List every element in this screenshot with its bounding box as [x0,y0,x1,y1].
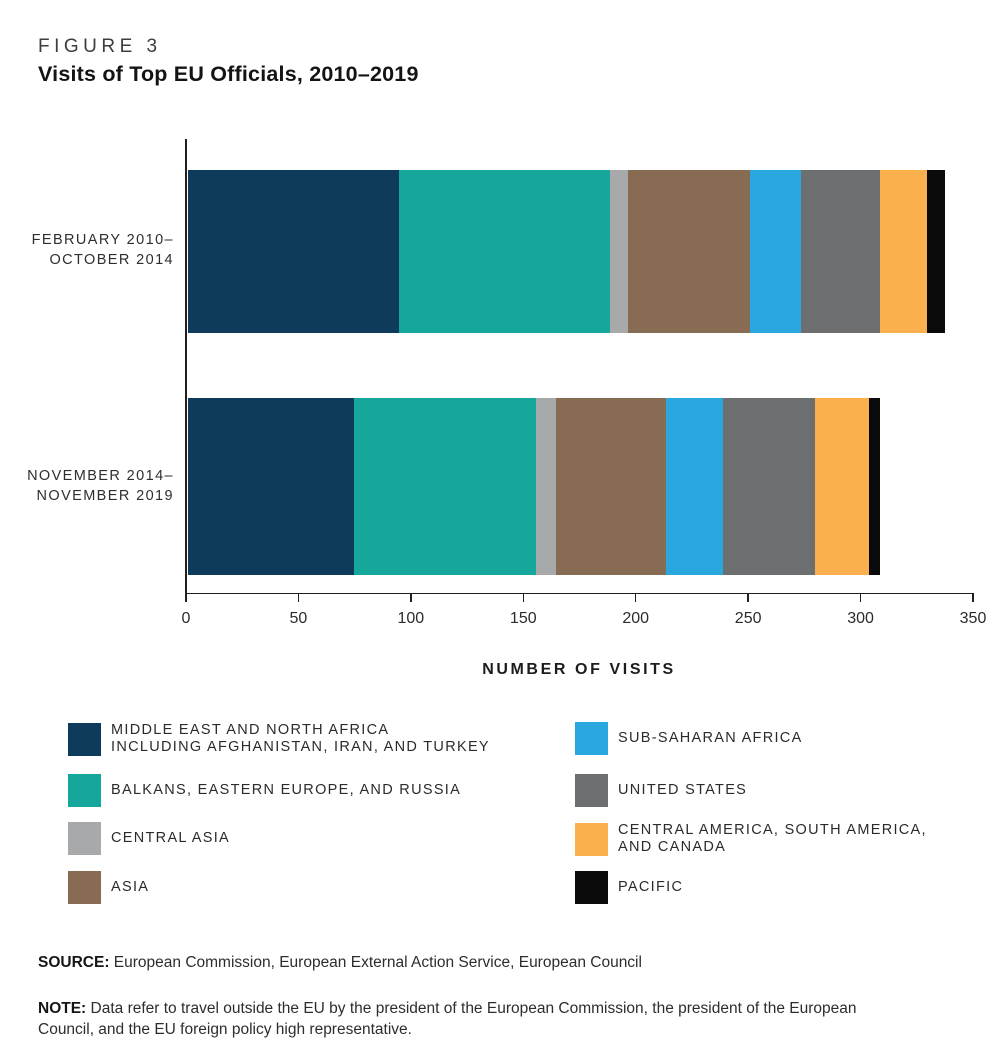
legend-swatch [68,822,101,855]
legend-swatch [575,722,608,755]
x-axis-tick-label: 300 [847,610,874,627]
source-label: SOURCE: [38,953,110,971]
x-axis-tick-label: 50 [289,610,308,627]
x-axis-title: NUMBER OF VISITS [482,661,676,678]
x-axis-tick [523,593,525,602]
legend-label: PACIFIC [618,879,684,895]
note-label: NOTE: [38,999,87,1017]
legend-item [575,871,683,904]
bar-segment [750,170,802,333]
bar-segment [869,398,880,575]
bar-segment [610,170,628,333]
x-axis-tick-label: 250 [734,610,762,627]
figure-label: FIGURE 3 [38,36,162,57]
x-axis-tick [410,593,412,602]
bar-segment [556,398,666,575]
x-axis-tick [635,593,637,602]
figure-title: Visits of Top EU Officials, 2010–2019 [38,62,419,86]
bar-row [188,398,881,575]
x-axis-tick-label: 200 [622,610,650,627]
x-axis-line [185,593,974,595]
legend-item [575,722,803,755]
bar-segment [801,170,880,333]
category-label: NOVEMBER 2014– NOVEMBER 2019 [27,468,174,504]
legend-label: ASIA [111,879,150,895]
x-axis-tick-label: 350 [959,610,987,627]
legend-item [68,774,461,807]
bar-segment [666,398,722,575]
legend-swatch [68,774,101,807]
bar-segment [880,170,927,333]
bar-row [188,170,946,333]
legend-label: CENTRAL ASIA [111,830,231,846]
bar-segment [927,170,945,333]
bar-segment [628,170,749,333]
x-axis-tick [298,593,300,602]
bar-segment [815,398,869,575]
x-axis-tick-label: 100 [397,610,425,627]
legend-label: MIDDLE EAST AND NORTH AFRICA INCLUDING AFGHANISTAN, IRAN, AND TURKEY [111,722,490,755]
legend-label: BALKANS, EASTERN EUROPE, AND RUSSIA [111,782,462,798]
bar-segment [399,170,610,333]
x-axis-tick [972,593,974,602]
legend-swatch [575,774,608,807]
legend-swatch [68,723,101,756]
legend-swatch [575,871,608,904]
legend-swatch [68,871,101,904]
bar-segment [723,398,815,575]
bar-segment [354,398,536,575]
legend-item [68,822,230,855]
source-line [38,954,642,972]
legend-swatch [575,823,608,856]
legend-label: UNITED STATES [618,782,748,798]
note-text: Data refer to travel outside the EU by the president of the European Commission, the president of the European Council, and the EU foreign policy high representative. [38,999,857,1038]
note-line [38,998,886,1040]
legend-item [68,722,490,756]
x-axis-tick [747,593,749,602]
bar-segment [536,398,556,575]
source-text: European Commission, European External Action Service, European Council [113,953,642,971]
bar-segment [188,170,399,333]
category-label: FEBRUARY 2010– OCTOBER 2014 [31,232,174,268]
x-axis-tick-label: 150 [509,610,537,627]
legend-item [575,822,927,856]
x-axis-tick-label: 0 [181,610,191,627]
x-axis-tick [860,593,862,602]
legend-item [575,774,747,807]
legend-label: CENTRAL AMERICA, SOUTH AMERICA, AND CANADA [618,822,927,855]
legend-label: SUB-SAHARAN AFRICA [618,730,803,746]
legend-item [68,871,149,904]
y-axis-line [185,139,187,593]
x-axis-tick [185,593,187,602]
bar-segment [188,398,354,575]
